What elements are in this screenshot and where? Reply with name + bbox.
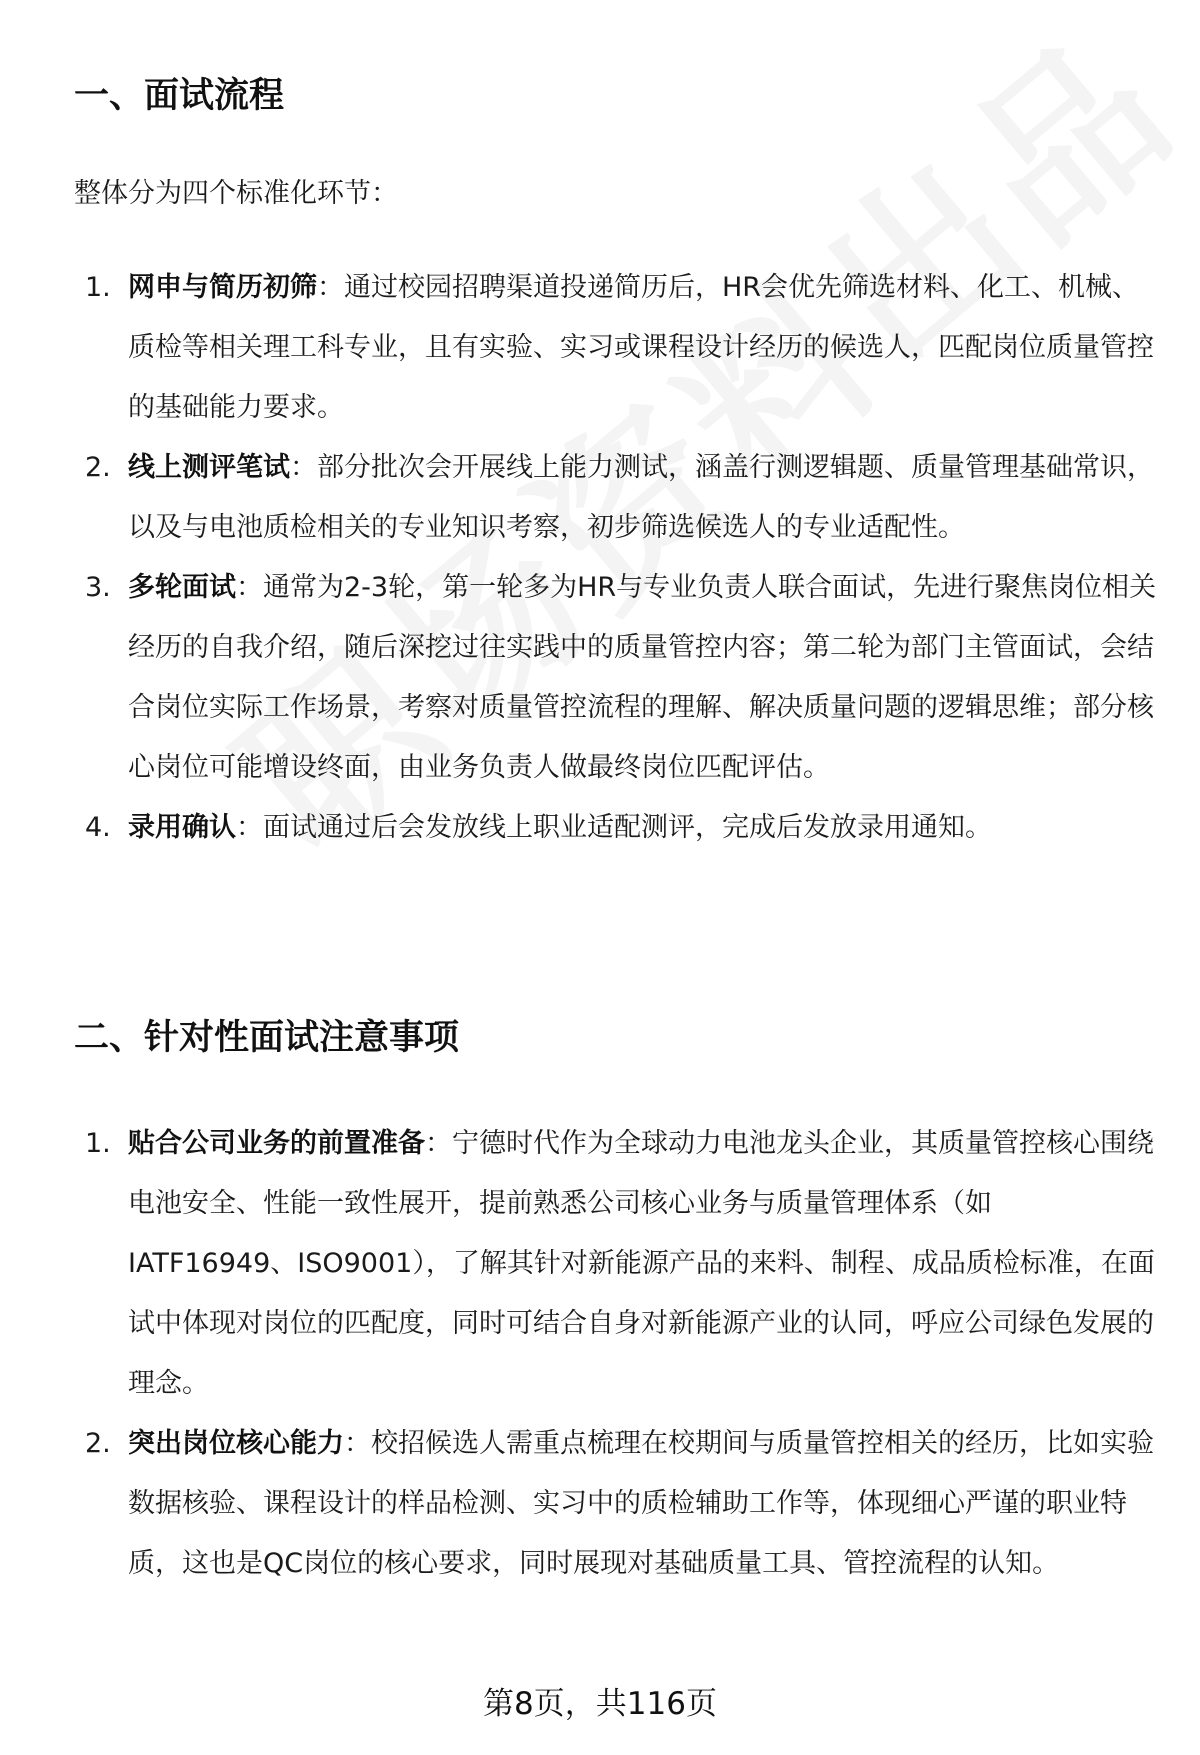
item-separator: ： — [425, 1128, 452, 1159]
item-title: 录用确认 — [128, 812, 236, 843]
list-number: 1. — [85, 1128, 111, 1159]
list-item — [0, 1414, 1160, 1594]
section-heading-interview-tips: 二、针对性面试注意事项 — [74, 1018, 460, 1058]
list-number: 2. — [85, 1428, 111, 1459]
item-title: 网申与简历初筛 — [128, 272, 317, 303]
item-title: 突出岗位核心能力 — [128, 1428, 344, 1459]
section-intro: 整体分为四个标准化环节： — [74, 178, 398, 209]
item-title: 线上测评笔试 — [128, 452, 290, 483]
list-number: 3. — [85, 572, 111, 603]
interview-process-list — [0, 258, 1160, 858]
list-item — [0, 258, 1160, 438]
page-number: 第8页，共116页 — [483, 1686, 717, 1722]
item-text: 面试通过后会发放线上职业适配测评，完成后发放录用通知。 — [263, 812, 992, 843]
item-separator: ： — [290, 452, 317, 483]
section-heading-interview-process: 一、面试流程 — [74, 76, 285, 116]
list-number: 4. — [85, 812, 111, 843]
item-separator: ： — [317, 272, 344, 303]
item-separator: ： — [236, 812, 263, 843]
interview-tips-list — [0, 1114, 1160, 1594]
item-text: 通过校园招聘渠道投递简历后，HR会优先筛选材料、化工、机械、质检等相关理工科专业，且有实验、实习或课程设计经历的候选人，匹配岗位质量管控的基础能力要求。 — [128, 272, 1154, 423]
item-text: 通常为2-3轮，第一轮多为HR与专业负责人联合面试，先进行聚焦岗位相关经历的自我介绍，随后深挖过往实践中的质量管控内容；第二轮为部门主管面试，会结合岗位实际工作场景，考察对质量管控流程的理解、解决质量问题的逻辑思维；部分核心岗位可能增设终面，由业务负责人做最终岗位匹配评估。 — [128, 572, 1157, 783]
item-text: 宁德时代作为全球动力电池龙头企业，其质量管控核心围绕电池安全、性能一致性展开，提前熟悉公司核心业务与质量管理体系（如IATF16949、ISO9001），了解其针对新能源产品的来料、制程、成品质检标准，在面试中体现对岗位的匹配度，同时可结合自身对新能源产业的认同，呼应公司绿色发展的理念。 — [128, 1128, 1155, 1399]
list-item — [0, 798, 1160, 858]
item-separator: ： — [344, 1428, 371, 1459]
list-item — [0, 438, 1160, 558]
item-title: 多轮面试 — [128, 572, 236, 603]
list-item — [0, 1114, 1160, 1414]
item-text: 部分批次会开展线上能力测试，涵盖行测逻辑题、质量管理基础常识，以及与电池质检相关的专业知识考察，初步筛选候选人的专业适配性。 — [128, 452, 1154, 543]
item-separator: ： — [236, 572, 263, 603]
list-item — [0, 558, 1160, 798]
item-title: 贴合公司业务的前置准备 — [128, 1128, 425, 1159]
list-number: 2. — [85, 452, 111, 483]
list-number: 1. — [85, 272, 111, 303]
item-text: 校招候选人需重点梳理在校期间与质量管控相关的经历，比如实验数据核验、课程设计的样品检测、实习中的质检辅助工作等，体现细心严谨的职业特质，这也是QC岗位的核心要求，同时展现对基础质量工具、管控流程的认知。 — [128, 1428, 1154, 1579]
